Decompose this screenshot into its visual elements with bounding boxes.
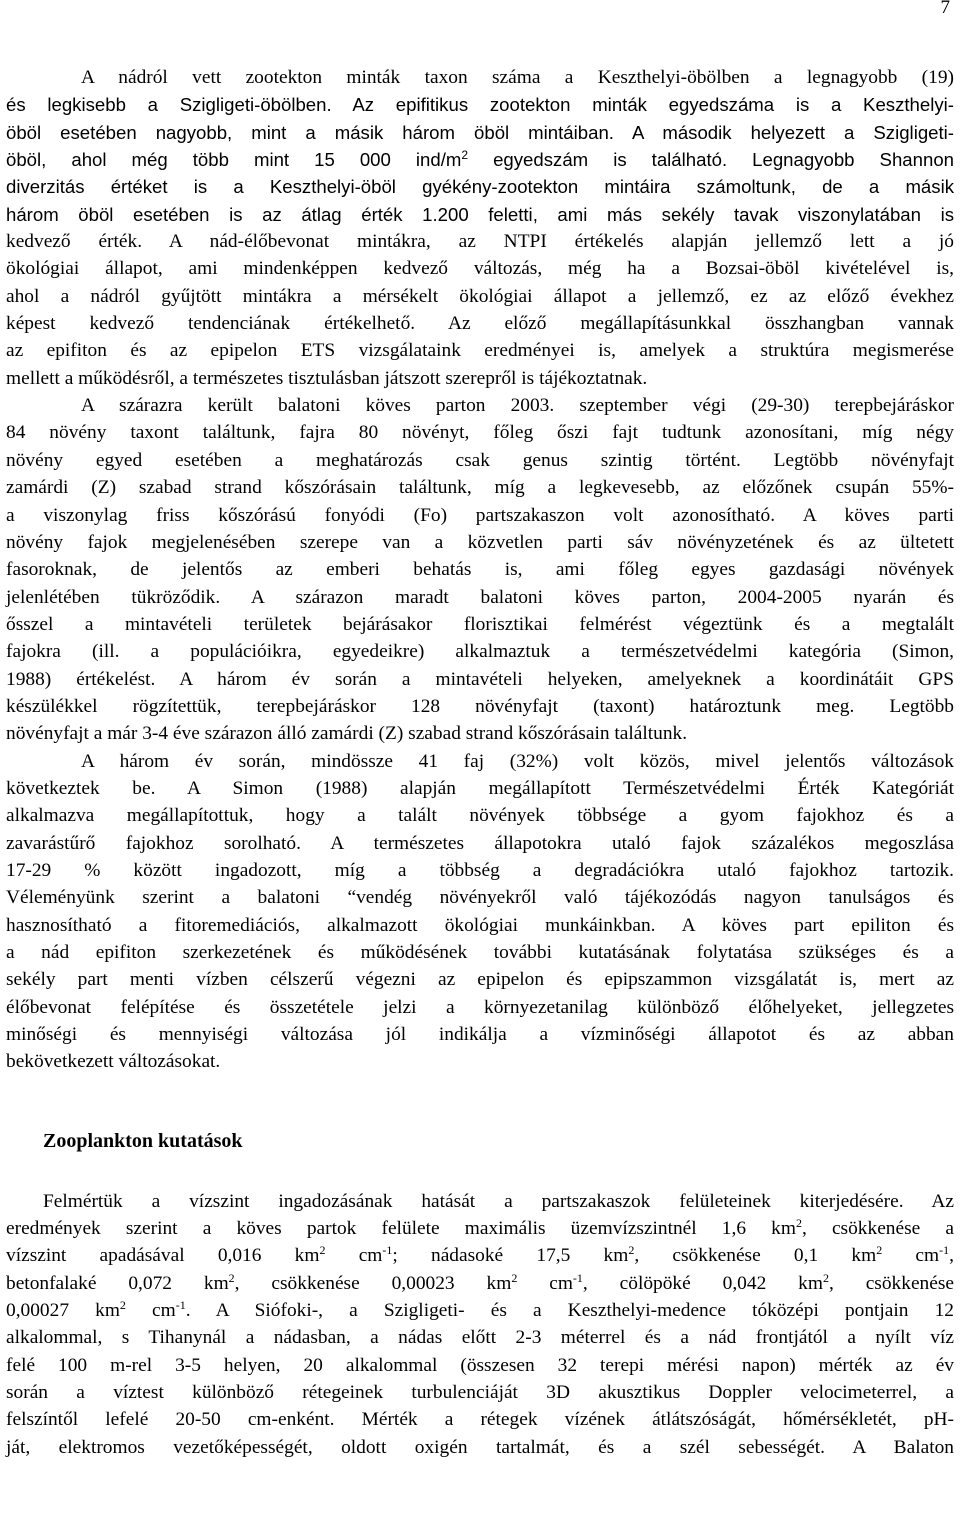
superscript: -1 bbox=[939, 1243, 950, 1258]
superscript: 2 bbox=[511, 1270, 518, 1285]
superscript: -1 bbox=[382, 1243, 393, 1258]
text-line: jelenlétében tükröződik. A szárazon maradt balatoni köves parton, 2004-2005 nyarán és bbox=[6, 586, 954, 608]
text-line: élőbevonat felépítése és összetétele jelzi a környezetanilag különböző élőhelyeket, jellegzetes bbox=[6, 996, 954, 1018]
text-line: A három év során, mindössze 41 faj (32%) volt közös, mivel jelentős változások bbox=[81, 750, 954, 772]
text-line: hasznosítható a fitoremediációs, alkalmazott ökológiai munkáinkban. A köves part epiliton és bbox=[6, 914, 954, 936]
section-spacer bbox=[6, 1156, 954, 1188]
text-line: Véleményünk szerint a balatoni “vendég növényekről való tájékozódás nagyon tanulságos és bbox=[6, 887, 954, 909]
text-line: bekövetkezett változásokat. bbox=[6, 1051, 221, 1073]
text-line: növényfajt a már 3-4 éve szárazon álló zamárdi (Z) szabad strand kőszórásain találtunk. bbox=[6, 723, 688, 745]
text-line: képest kedvező tendenciának értékelhető. Az előző megállapításunkkal összhangban vannak bbox=[6, 313, 954, 335]
text-line: eredmények szerint a köves partok felülete maximális üzemvízszintnél 1,6 $km^2$, csökkenése a bbox=[6, 1216, 954, 1240]
text-line: minőségi és mennyiségi változása jól indikálja a vízminőségi állapotot és az abban bbox=[6, 1024, 954, 1046]
section-heading: Zooplankton kutatások bbox=[43, 1129, 243, 1152]
text-line: vízszint apadásával 0,016 $km^2$ $cm^{-1}$; nádasoké 17,5 $km^2$, csökkenése 0,1 $km^2$ $cm^{-1}$, bbox=[6, 1243, 954, 1267]
page-number: 7 bbox=[940, 0, 950, 18]
text-line: és legkisebb a Szigligeti-öbölben. Az epifitikus zootekton minták egyedszáma is a Keszthelyi- bbox=[6, 94, 954, 116]
text-line: a viszonylag friss kőszórású fonyódi (Fo) partszakaszon volt azonosítható. A köves parti bbox=[6, 504, 954, 526]
paragraph-harom-ev bbox=[6, 748, 954, 1076]
text-line: fajokra (ill. a populációikra, egyedeikre) alkalmaztuk a természetvédelmi kategória (Simon, bbox=[6, 641, 954, 663]
superscript: -1 bbox=[572, 1270, 583, 1285]
text-line: a nád epifiton szerkezetének és működésének további kutatásának folytatása szükséges és a bbox=[6, 942, 954, 963]
text-line: során a víztest különböző rétegeinek turbulenciáját 3D akusztikus Doppler velocimeterrel, a bbox=[6, 1382, 954, 1404]
text-line: 0,00027 $km^2$ $cm^{-1}$. A Siófoki-, a Szigligeti- és a Keszthelyi-medence tóközépi pontjain 12 bbox=[6, 1298, 954, 1322]
superscript: 2 bbox=[461, 148, 469, 163]
text-line: betonfalaké 0,072 $km^2$, csökkenése 0,00023 $km^2$ $cm^{-1}$, cölöpöké 0,042 $km^2$, csökkenése bbox=[6, 1270, 955, 1294]
text-line: ősszel a mintavételi területek bejárásakor florisztikai felmérést végeztünk és a megtalált bbox=[6, 613, 954, 635]
text-line: ját, elektromos vezetőképességét, oldott oxigén tartalmát, és a szél sebességét. A Balaton bbox=[6, 1436, 954, 1458]
text-line: 17-29 % között ingadozott, míg a többség a degradációkra utaló fajokhoz tartozik. bbox=[6, 859, 954, 881]
text-line: zamárdi (Z) szabad strand kőszórásain találtunk, míg a legkevesebb, az előzőnek csupán 55%- bbox=[6, 477, 954, 499]
text-line: 84 növény taxont találtunk, fajra 80 növényt, főleg őszi fajt tudtunk azonosítani, míg négy bbox=[6, 422, 954, 444]
text-line: öböl, ahol még több mint 15 000 ind/$m^2$ egyedszám is található. Legnagyobb Shannon bbox=[6, 148, 954, 171]
text-line: alkalmazva megállapítottuk, hogy a talált növények többsége a gyom fajokhoz és a bbox=[6, 805, 954, 827]
superscript: 2 bbox=[319, 1243, 326, 1258]
superscript: 2 bbox=[228, 1270, 235, 1285]
text-line: diverzitás értéket is a Keszthelyi-öböl gyékény-zootekton mintáira számoltunk, de a másik bbox=[6, 176, 954, 198]
superscript: 2 bbox=[876, 1243, 883, 1258]
superscript: 2 bbox=[628, 1243, 635, 1258]
text-line: növény egyed esetében a meghatározás csak genus szintig történt. Legtöbb növényfajt bbox=[6, 449, 954, 471]
text-line: 1988) értékelést. A három év során a mintavételi helyeken, amelyeknek a koordinátáit GPS bbox=[6, 668, 954, 690]
text-line: három öböl esetében is az átlag érték 1.200 feletti, ami más sekély tavak viszonylatában is bbox=[6, 203, 954, 225]
paragraph-koves-part bbox=[6, 392, 954, 747]
paragraph-zooplankton bbox=[6, 1188, 954, 1461]
superscript: -1 bbox=[175, 1298, 186, 1313]
text-line: A nádról vett zootekton minták taxon száma a Keszthelyi-öbölben a legnagyobb (19) bbox=[81, 67, 954, 88]
text-line: A szárazra került balatoni köves parton 2003. szeptember végi (29-30) terepbejáráskor bbox=[81, 395, 954, 417]
text-line: az epifiton és az epipelon ETS vizsgálataink eredményei is, amelyek a struktúra megismerése bbox=[6, 340, 954, 362]
text-line: felszíntől lefelé 20-50 cm-enként. Mérték a rétegek vízének átlátszóságát, hőmérsékletét, pH- bbox=[6, 1409, 954, 1431]
text-line: ökológiai állapot, ami mindenképpen kedvező változás, még ha a Bozsai-öböl kivételével is, bbox=[6, 258, 954, 280]
text-line: növény fajok megjelenésében szerepe van a közvetlen parti sáv növényzetének és az ültetett bbox=[6, 531, 954, 553]
superscript: 2 bbox=[822, 1270, 829, 1285]
text-line: következtek be. A Simon (1988) alapján megállapított Természetvédelmi Érték Kategóriát bbox=[6, 777, 954, 799]
text-line: felé 100 m-rel 3-5 helyen, 20 alkalommal (összesen 32 terepi mérési napon) mérték az év bbox=[6, 1354, 954, 1376]
text-line: zavarástűrő fajokhoz sorolható. A természetes állapotokra utaló fajok százalékos megoszlása bbox=[6, 832, 954, 854]
paragraph-zootekton bbox=[6, 64, 954, 392]
page-content bbox=[6, 64, 954, 1461]
text-line: mellett a működésről, a természetes tisztulásban játszott szerepről is tájékoztatnak. bbox=[6, 367, 648, 389]
text-line: fasoroknak, de jelentős az emberi behatás is, ami főleg egyes gazdasági növények bbox=[6, 559, 954, 581]
text-line: kedvező érték. A nád-élőbevonat mintákra, az NTPI értékelés alapján jellemző lett a jó bbox=[6, 231, 954, 253]
text-line: készülékkel rögzítettük, terepbejáráskor 128 növényfajt (taxont) határoztunk meg. Legtöbb bbox=[6, 695, 954, 717]
text-line: Felmértük a vízszint ingadozásának hatását a partszakaszok felületeinek kiterjedésére. Az bbox=[43, 1190, 954, 1212]
section-spacer bbox=[6, 1076, 954, 1126]
superscript: 2 bbox=[119, 1298, 126, 1313]
text-line: sekély part menti vízben célszerű végezni az epipelon és epipszammon vizsgálatát is, mert az bbox=[6, 969, 954, 991]
text-line: öböl esetében nagyobb, mint a másik három öböl mintáiban. A második helyezett a Szigligeti- bbox=[6, 121, 954, 143]
superscript: 2 bbox=[795, 1216, 802, 1231]
text-line: ahol a nádról gyűjtött mintákra a mérsékelt ökológiai állapot a jellemző, ez az előző évekhez bbox=[6, 285, 954, 307]
text-line: alkalommal, s Tihanynál a nádasban, a nádas előtt 2-3 méterrel és a nád frontjától a nyílt víz bbox=[6, 1327, 954, 1349]
